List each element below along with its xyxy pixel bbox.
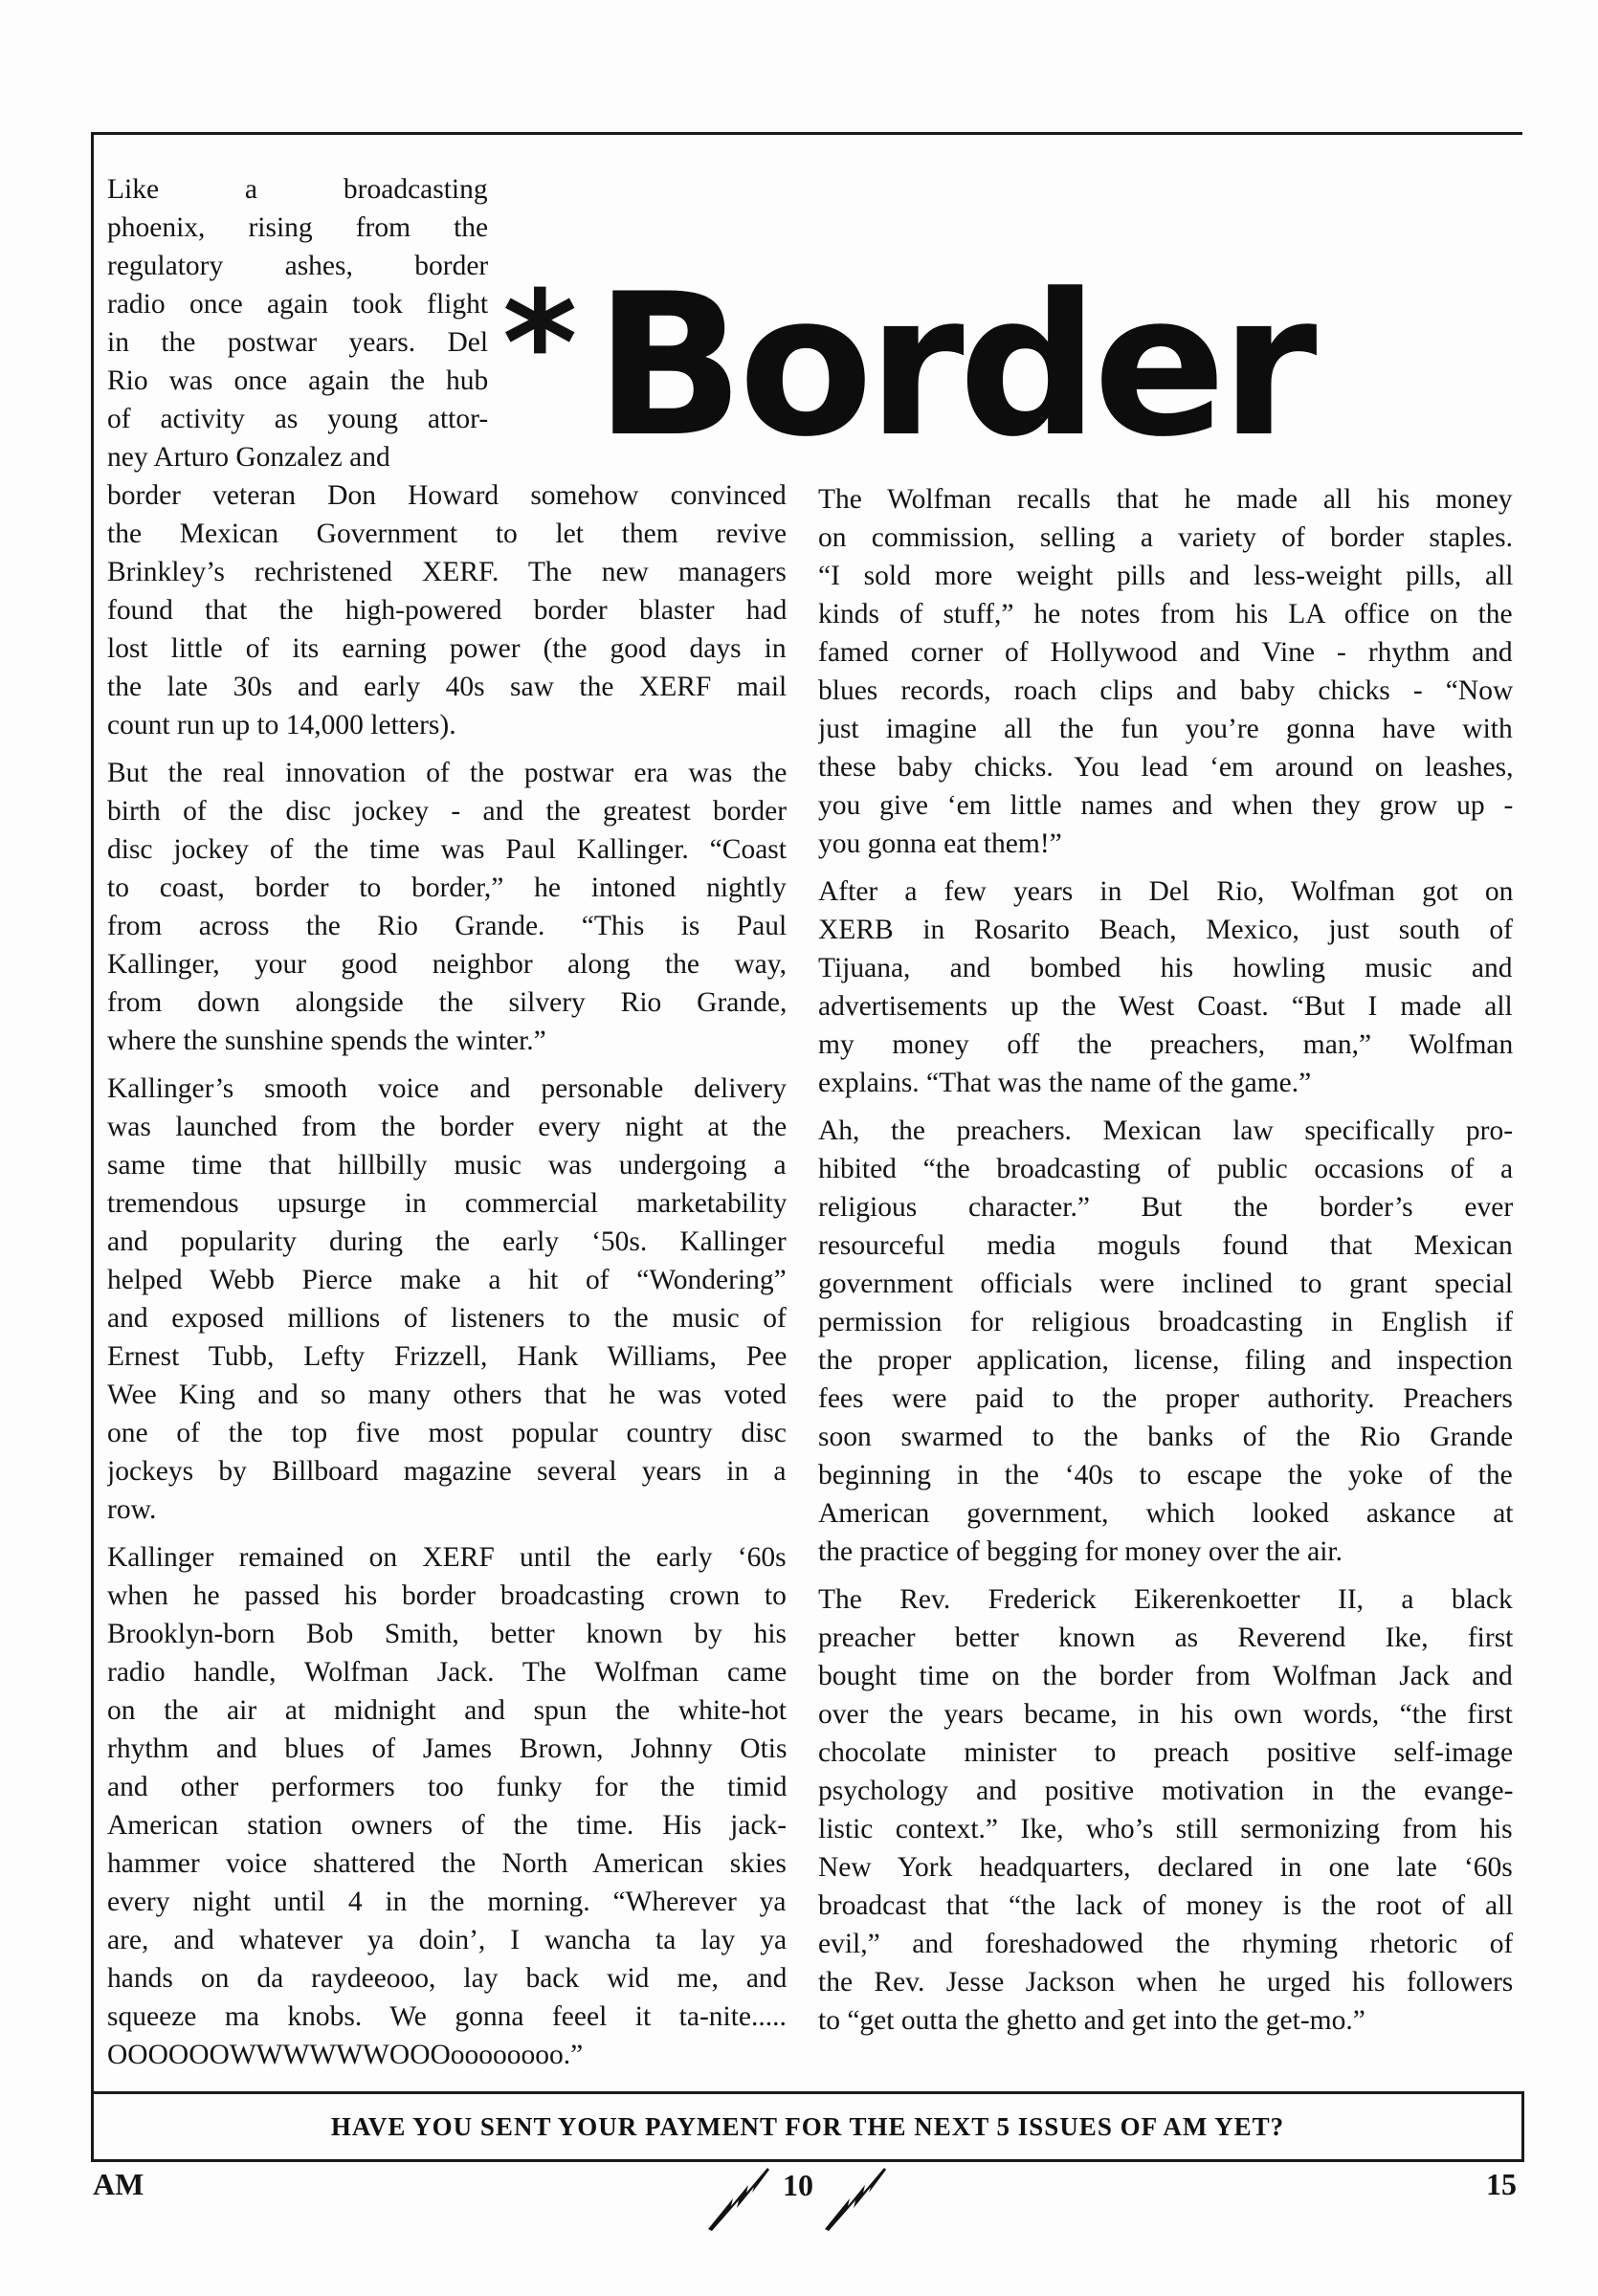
- text-line-content: from across the Rio Grande. “This is Paul: [107, 911, 787, 941]
- text-line-content: hands on da raydeeooo, lay back wid me, and: [107, 1963, 787, 1994]
- text-line: [107, 209, 488, 247]
- text-line-content: Ernest Tubb, Lefty Frizzell, Hank Williams, Pee: [107, 1341, 787, 1372]
- text-line: [818, 1695, 1513, 1733]
- paragraph: [818, 872, 1513, 1102]
- text-line: [818, 1848, 1513, 1887]
- text-line-content: hammer voice shattered the North American skies: [107, 1848, 787, 1879]
- text-line-content: squeeze ma knobs. We gonna feeel it ta-nite.....: [107, 2001, 787, 2032]
- text-line: [818, 1887, 1513, 1925]
- text-line: [107, 1223, 787, 1261]
- text-line-content: on commission, selling a variety of border staples.: [818, 522, 1513, 553]
- text-line: [818, 1925, 1513, 1963]
- text-line-content: Brooklyn-born Bob Smith, better known by his: [107, 1619, 787, 1649]
- footer-publication: AM: [93, 2167, 144, 2201]
- paragraph: [818, 1580, 1513, 2040]
- text-line-content: the practice of begging for money over the air.: [818, 1536, 1343, 1567]
- text-line: [107, 1490, 787, 1529]
- text-line-content: Kallinger remained on XERF until the early ‘60s: [107, 1542, 787, 1573]
- footer-center: [706, 2164, 890, 2231]
- text-line-content: OOOOOOWWWWWWOOOoooooooo.”: [107, 2040, 584, 2070]
- text-line: [818, 1733, 1513, 1772]
- text-line-content: the late 30s and early 40s saw the XERF mail: [107, 672, 787, 702]
- text-line-content: resourceful media moguls found that Mexican: [818, 1230, 1513, 1261]
- text-line: [107, 170, 488, 209]
- text-line: [107, 1998, 787, 2036]
- text-line: [818, 480, 1513, 519]
- column-left: [107, 476, 787, 2084]
- text-line-content: phoenix, rising from the: [107, 212, 488, 243]
- text-line: [107, 2036, 787, 2074]
- text-line: [107, 869, 787, 907]
- text-line: [107, 285, 488, 323]
- text-line-content: radio once again took flight: [107, 289, 488, 320]
- text-line-content: disc jockey of the time was Paul Kallinger. “Coast: [107, 834, 787, 865]
- text-line: [818, 949, 1513, 987]
- text-line-content: tremendous upsurge in commercial marketability: [107, 1188, 787, 1219]
- text-line: [818, 1494, 1513, 1533]
- text-line-content: and popularity during the early ‘50s. Kallinger: [107, 1226, 787, 1257]
- text-line-content: border veteran Don Howard somehow convinced: [107, 480, 787, 511]
- text-line: [107, 1376, 787, 1414]
- text-line-content: to coast, border to border,” he intoned nightly: [107, 872, 787, 903]
- text-line-content: my money off the preachers, man,” Wolfman: [818, 1029, 1513, 1060]
- text-line-content: of activity as young attor-: [107, 404, 488, 434]
- text-line: [107, 247, 488, 285]
- text-line-content: Like a broadcasting: [107, 174, 488, 205]
- text-line-content: After a few years in Del Rio, Wolfman got on: [818, 876, 1513, 907]
- text-line: [818, 595, 1513, 633]
- text-line-content: soon swarmed to the banks of the Rio Grande: [818, 1422, 1513, 1452]
- banner-text: HAVE YOU SENT YOUR PAYMENT FOR THE NEXT 5 ISSUES OF AM YET?: [330, 2111, 1285, 2141]
- text-line-content: hibited “the broadcasting of public occasions of a: [818, 1154, 1513, 1184]
- text-line-content: row.: [107, 1494, 157, 1525]
- text-line-content: radio handle, Wolfman Jack. The Wolfman came: [107, 1657, 787, 1688]
- text-line: [107, 1615, 787, 1653]
- text-line: [818, 1772, 1513, 1810]
- text-line: [107, 1806, 787, 1844]
- text-line-content: same time that hillbilly music was undergoing a: [107, 1150, 787, 1181]
- text-line-content: where the sunshine spends the winter.”: [107, 1026, 546, 1056]
- text-line: [107, 1452, 787, 1490]
- text-line: [818, 987, 1513, 1026]
- text-line: [107, 754, 787, 792]
- text-line-content: the Mexican Government to let them revive: [107, 519, 787, 549]
- intro-paragraph: [107, 170, 488, 476]
- frame-top-rule: [91, 132, 1522, 135]
- text-line: [818, 1533, 1513, 1571]
- text-line: [107, 1959, 787, 1998]
- text-line: [107, 1768, 787, 1806]
- text-line-content: chocolate minister to preach positive self-image: [818, 1737, 1513, 1768]
- frame-left-rule: [91, 132, 94, 2161]
- text-line-content: from down alongside the silvery Rio Grande,: [107, 987, 787, 1018]
- text-line-content: Kallinger’s smooth voice and personable delivery: [107, 1073, 787, 1104]
- text-line: [107, 792, 787, 830]
- footer-issue-number: 15: [1486, 2167, 1517, 2201]
- text-line-content: found that the high-powered border blaster had: [107, 595, 787, 626]
- text-line-content: and exposed millions of listeners to the music of: [107, 1303, 787, 1334]
- text-line: [107, 706, 787, 744]
- text-line-content: the Rev. Jesse Jackson when he urged his followers: [818, 1967, 1513, 1998]
- text-line: [107, 1299, 787, 1337]
- paragraph: [107, 476, 787, 744]
- subscription-banner: [91, 2091, 1524, 2162]
- text-line: [107, 1538, 787, 1577]
- text-line: [818, 2001, 1513, 2040]
- text-line-content: American government, which looked askance at: [818, 1498, 1513, 1529]
- text-line-content: Wee King and so many others that he was voted: [107, 1380, 787, 1410]
- text-line-content: Kallinger, your good neighbor along the way,: [107, 949, 787, 980]
- text-line: [107, 476, 787, 515]
- paragraph: [107, 1070, 787, 1529]
- text-line-content: Tijuana, and bombed his howling music and: [818, 953, 1513, 983]
- text-line: [818, 1026, 1513, 1064]
- text-line-content: psychology and positive motivation in the evange-: [818, 1776, 1513, 1806]
- text-line: [107, 1337, 787, 1376]
- text-line: [818, 1265, 1513, 1303]
- text-line: [818, 1580, 1513, 1619]
- text-line: [107, 668, 787, 706]
- article-title: [502, 234, 1517, 454]
- text-line-content: was launched from the border every night at the: [107, 1112, 787, 1142]
- text-line: [107, 629, 787, 668]
- paragraph: [818, 480, 1513, 863]
- text-line: [818, 1341, 1513, 1380]
- text-line: [107, 1730, 787, 1768]
- lightning-bolt-icon: [706, 2164, 773, 2231]
- text-line-content: listic context.” Ike, who’s still sermonizing from his: [818, 1814, 1513, 1844]
- column-right: [818, 480, 1513, 2049]
- text-line-content: regulatory ashes, border: [107, 251, 488, 281]
- text-line-content: lost little of its earning power (the good days in: [107, 633, 787, 664]
- text-line: [818, 1112, 1513, 1150]
- text-line: [818, 1657, 1513, 1695]
- text-line-content: ney Arturo Gonzalez and: [107, 442, 390, 473]
- title-word: Border: [594, 252, 1312, 454]
- text-line: [107, 1261, 787, 1299]
- text-line-content: But the real innovation of the postwar era was the: [107, 758, 787, 788]
- text-line: [818, 1150, 1513, 1188]
- text-line: [818, 748, 1513, 786]
- text-line-content: bought time on the border from Wolfman Jack and: [818, 1661, 1513, 1691]
- text-line-content: the proper application, license, filing and inspection: [818, 1345, 1513, 1376]
- text-line-content: one of the top five most popular country disc: [107, 1418, 787, 1448]
- text-line-content: fees were paid to the proper authority. Preachers: [818, 1383, 1513, 1414]
- text-line: [107, 515, 787, 553]
- text-line: [107, 1691, 787, 1730]
- text-line-content: Rio was once again the hub: [107, 365, 488, 396]
- text-line: [107, 1414, 787, 1452]
- text-line-content: The Rev. Frederick Eikerenkoetter II, a black: [818, 1584, 1513, 1615]
- text-line-content: just imagine all the fun you’re gonna have with: [818, 714, 1513, 744]
- text-line-content: Ah, the preachers. Mexican law specifically pro-: [818, 1115, 1513, 1146]
- text-line-content: you gonna eat them!”: [818, 828, 1062, 859]
- text-line: [107, 1022, 787, 1060]
- text-line-content: beginning in the ‘40s to escape the yoke of the: [818, 1460, 1513, 1490]
- text-line-content: every night until 4 in the morning. “Wherever ya: [107, 1887, 787, 1917]
- text-line: [818, 911, 1513, 949]
- text-line: [818, 1188, 1513, 1226]
- text-line-content: in the postwar years. Del: [107, 327, 488, 358]
- text-line-content: birth of the disc jockey - and the greatest border: [107, 796, 787, 827]
- text-line-content: jockeys by Billboard magazine several years in a: [107, 1456, 787, 1487]
- paragraph: [107, 754, 787, 1060]
- text-line: [818, 1456, 1513, 1494]
- text-line-content: helped Webb Pierce make a hit of “Wondering”: [107, 1265, 787, 1295]
- text-line: [818, 557, 1513, 595]
- text-line: [818, 1418, 1513, 1456]
- text-line: [107, 1070, 787, 1108]
- text-line: [818, 672, 1513, 710]
- text-line: [107, 591, 787, 629]
- lightning-bolt-icon: [823, 2164, 890, 2231]
- paragraph: [818, 1112, 1513, 1571]
- text-line-content: preacher better known as Reverend Ike, first: [818, 1623, 1513, 1653]
- text-line-content: count run up to 14,000 letters).: [107, 710, 456, 740]
- text-line: [107, 1577, 787, 1615]
- text-line: [107, 1653, 787, 1691]
- text-line-content: over the years became, in his own words, “the first: [818, 1699, 1513, 1730]
- text-line-content: broadcast that “the lack of money is the root of all: [818, 1890, 1513, 1921]
- text-line-content: famed corner of Hollywood and Vine - rhythm and: [818, 637, 1513, 668]
- text-line-content: “I sold more weight pills and less-weight pills, all: [818, 561, 1513, 591]
- text-line: [107, 1844, 787, 1883]
- asterisk-icon: *: [502, 261, 578, 428]
- text-line: [818, 1963, 1513, 2001]
- text-line-content: to “get outta the ghetto and get into the get-mo.”: [818, 2005, 1365, 2036]
- text-line: [818, 1226, 1513, 1265]
- text-line: [107, 438, 488, 476]
- text-line: [818, 1380, 1513, 1418]
- text-line: [107, 323, 488, 362]
- text-line-content: are, and whatever ya doin’, I wancha ta lay ya: [107, 1925, 787, 1955]
- text-line-content: Brinkley’s rechristened XERF. The new managers: [107, 557, 787, 587]
- text-line-content: permission for religious broadcasting in English if: [818, 1307, 1513, 1337]
- text-line-content: you give ‘em little names and when they grow up -: [818, 790, 1513, 821]
- text-line: [818, 1064, 1513, 1102]
- text-line: [818, 1619, 1513, 1657]
- text-line-content: on the air at midnight and spun the white-hot: [107, 1695, 787, 1726]
- text-line: [107, 830, 787, 869]
- text-line: [818, 633, 1513, 672]
- text-line: [107, 553, 787, 591]
- text-line: [818, 710, 1513, 748]
- text-line: [818, 786, 1513, 825]
- text-line: [107, 400, 488, 438]
- text-line: [818, 1810, 1513, 1848]
- text-line-content: and other performers too funky for the timid: [107, 1772, 787, 1802]
- text-line-content: XERB in Rosarito Beach, Mexico, just south of: [818, 915, 1513, 945]
- text-line: [818, 1303, 1513, 1341]
- text-line: [107, 1184, 787, 1223]
- text-line: [107, 1921, 787, 1959]
- text-line-content: evil,” and foreshadowed the rhyming rhetoric of: [818, 1929, 1513, 1959]
- text-line-content: explains. “That was the name of the game.”: [818, 1068, 1312, 1098]
- text-line: [818, 872, 1513, 911]
- text-line-content: blues records, roach clips and baby chicks - “Now: [818, 675, 1513, 706]
- text-line-content: kinds of stuff,” he notes from his LA office on the: [818, 599, 1513, 629]
- text-line-content: The Wolfman recalls that he made all his money: [818, 484, 1513, 515]
- text-line: [107, 945, 787, 983]
- text-line-content: religious character.” But the border’s ever: [818, 1192, 1513, 1223]
- text-line: [107, 1146, 787, 1184]
- text-line-content: rhythm and blues of James Brown, Johnny Otis: [107, 1733, 787, 1764]
- text-line-content: when he passed his border broadcasting crown to: [107, 1580, 787, 1611]
- text-line: [818, 519, 1513, 557]
- text-line: [107, 907, 787, 945]
- text-line: [107, 1883, 787, 1921]
- text-line: [107, 1108, 787, 1146]
- text-line-content: government officials were inclined to grant special: [818, 1269, 1513, 1299]
- text-line-content: New York headquarters, declared in one late ‘60s: [818, 1852, 1513, 1883]
- text-line-content: American station owners of the time. His jack-: [107, 1810, 787, 1841]
- text-line-content: these baby chicks. You lead ‘em around on leashes,: [818, 752, 1513, 783]
- text-line: [107, 983, 787, 1022]
- paragraph: [107, 1538, 787, 2074]
- text-line: [818, 825, 1513, 863]
- text-line-content: advertisements up the West Coast. “But I made all: [818, 991, 1513, 1022]
- text-line: [107, 362, 488, 400]
- footer-page-number: 10: [783, 2168, 813, 2202]
